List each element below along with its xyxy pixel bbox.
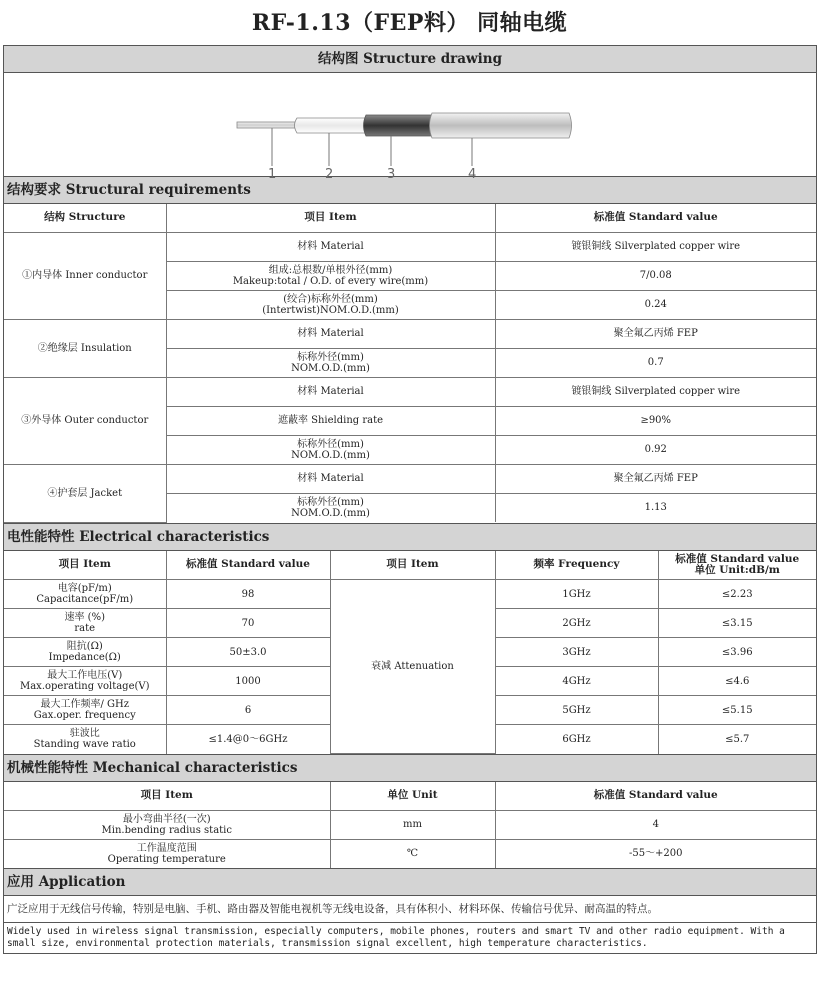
elec-value: 70 [166, 609, 330, 638]
elec-attenuation-value: ≤3.15 [658, 609, 816, 638]
inner-material-value: 镀银铜线 Silverplated copper wire [495, 232, 816, 261]
application-text-cn: 广泛应用于无线信号传输，特别是电脑、手机、路由器及智能电视机等无线电设备，具有体积小、材料环保、传输信号优异、耐高温的特点。 [4, 896, 816, 923]
insulation-material-item: 材料 Material [166, 319, 495, 348]
mech-unit: ℃ [330, 839, 495, 868]
elec-item: 速率 (%) rate [4, 609, 166, 638]
outer-material-item: 材料 Material [166, 377, 495, 406]
col-standard-value: 标准值 Standard value [495, 204, 816, 232]
mechanical-characteristics-header: 机械性能特性 Mechanical characteristics [4, 755, 816, 782]
inner-od-item: (绞合)标称外径(mm) (Intertwist)NOM.O.D.(mm) [166, 290, 495, 319]
elec-frequency: 2GHz [495, 609, 658, 638]
page-title: RF-1.13（FEP料） 同轴电缆 [251, 10, 568, 36]
outer-conductor-label: ③外导体 Outer conductor [4, 377, 166, 464]
outer-od-item: 标称外径(mm) NOM.O.D.(mm) [166, 435, 495, 464]
outer-od-value: 0.92 [495, 435, 816, 464]
mech-value: 4 [495, 810, 816, 839]
elec-col-item: 项目 Item [4, 551, 166, 580]
col-item: 项目 Item [166, 204, 495, 232]
structural-table [4, 204, 816, 523]
elec-item: 最大工作电压(V) Max.operating voltage(V) [4, 667, 166, 696]
mechanical-header-row [4, 782, 816, 810]
col-structure: 结构 Structure [4, 204, 166, 232]
jacket-material-item: 材料 Material [166, 464, 495, 493]
elec-attenuation-value: ≤5.7 [658, 725, 816, 754]
mechanical-table [4, 782, 816, 868]
jacket-od-item: 标称外径(mm) NOM.O.D.(mm) [166, 493, 495, 522]
inner-makeup-value: 7/0.08 [495, 261, 816, 290]
inner-makeup-item: 组成:总根数/单根外径(mm) Makeup:total / O.D. of every wire(mm) [166, 261, 495, 290]
outer-shielding-item: 遮蔽率 Shielding rate [166, 406, 495, 435]
mech-value: -55～+200 [495, 839, 816, 868]
mech-item: 工作温度范围 Operating temperature [4, 839, 330, 868]
table-row [4, 232, 816, 261]
callout-label-3: 3 [387, 167, 396, 182]
inner-material-item: 材料 Material [166, 232, 495, 261]
jacket-label: ④护套层 Jacket [4, 464, 166, 522]
elec-col-item2: 项目 Item [330, 551, 495, 580]
elec-attenuation-value: ≤4.6 [658, 667, 816, 696]
outer-shielding-value: ≥90% [495, 406, 816, 435]
mech-item: 最小弯曲半径(一次) Min.bending radius static [4, 810, 330, 839]
electrical-table [4, 551, 816, 755]
elec-item: 最大工作频率/ GHz Gax.oper. frequency [4, 696, 166, 725]
table-row [4, 810, 816, 839]
elec-attenuation-value: ≤3.96 [658, 638, 816, 667]
callout-label-4: 4 [468, 167, 477, 182]
elec-attenuation-value: ≤2.23 [658, 580, 816, 609]
application-text-en: Widely used in wireless signal transmission, especially computers, mobile phones, routers and smart TV and other radio equipment. With a small size, environmental protection materials, transmission signal excellent, high temperature characteristics. [7, 926, 785, 949]
elec-frequency: 4GHz [495, 667, 658, 696]
elec-item: 阻抗(Ω) Impedance(Ω) [4, 638, 166, 667]
electrical-header-row [4, 551, 816, 580]
insulation-label: ②绝缘层 Insulation [4, 319, 166, 377]
structural-header-row [4, 204, 816, 232]
callout-label-1: 1 [268, 167, 277, 182]
insulation-od-value: 0.7 [495, 348, 816, 377]
jacket-od-value: 1.13 [495, 493, 816, 522]
elec-item: 驻波比 Standing wave ratio [4, 725, 166, 754]
elec-value: 50±3.0 [166, 638, 330, 667]
structure-drawing-header: 结构图 Structure drawing [4, 46, 816, 73]
elec-col-standard-unit: 标准值 Standard value 单位 Unit:dB/m [658, 551, 816, 580]
inner-od-value: 0.24 [495, 290, 816, 319]
mech-col-standard: 标准值 Standard value [495, 782, 816, 810]
mech-col-unit: 单位 Unit [330, 782, 495, 810]
elec-frequency: 6GHz [495, 725, 658, 754]
mech-col-item: 项目 Item [4, 782, 330, 810]
electrical-characteristics-header: 电性能特性 Electrical characteristics [4, 524, 816, 551]
datasheet-sheet [3, 45, 817, 954]
elec-value: 6 [166, 696, 330, 725]
table-row [4, 377, 816, 406]
cable-structure-drawing [4, 73, 816, 182]
jacket-material-value: 聚全氟乙丙烯 FEP [495, 464, 816, 493]
outer-material-value: 镀银铜线 Silverplated copper wire [495, 377, 816, 406]
application-header: 应用 Application [4, 869, 816, 896]
inner-conductor-label: ①内导体 Inner conductor [4, 232, 166, 319]
insulation-material-value: 聚全氟乙丙烯 FEP [495, 319, 816, 348]
attenuation-label: 衰减 Attenuation [330, 580, 495, 754]
elec-attenuation-value: ≤5.15 [658, 696, 816, 725]
outer-conductor-shape [364, 115, 433, 136]
insulation-shape [295, 118, 367, 133]
table-row [4, 839, 816, 868]
elec-frequency: 1GHz [495, 580, 658, 609]
elec-frequency: 5GHz [495, 696, 658, 725]
table-row [4, 580, 816, 609]
elec-value: 98 [166, 580, 330, 609]
jacket-shape [430, 113, 572, 138]
table-row [4, 464, 816, 493]
callout-label-2: 2 [325, 167, 334, 182]
elec-item: 电容(pF/m) Capacitance(pF/m) [4, 580, 166, 609]
elec-frequency: 3GHz [495, 638, 658, 667]
table-row [4, 319, 816, 348]
elec-value: ≤1.4@0～6GHz [166, 725, 330, 754]
structural-requirements-header: 结构要求 Structural requirements [4, 177, 816, 204]
mech-unit: mm [330, 810, 495, 839]
elec-col-frequency: 频率 Frequency [495, 551, 658, 580]
insulation-od-item: 标称外径(mm) NOM.O.D.(mm) [166, 348, 495, 377]
elec-col-standard: 标准值 Standard value [166, 551, 330, 580]
inner-conductor-shape [237, 122, 297, 128]
elec-value: 1000 [166, 667, 330, 696]
cable-drawing-svg [4, 73, 816, 176]
